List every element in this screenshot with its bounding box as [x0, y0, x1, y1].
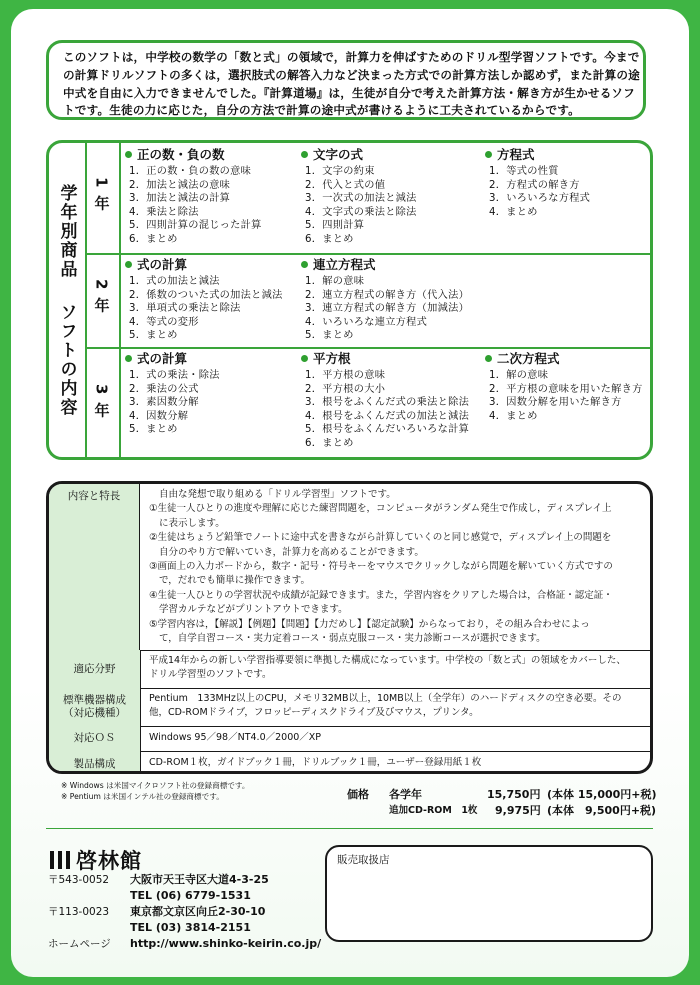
- feature-label-text: 内容と特長: [67, 490, 121, 502]
- unit-item: 2．乗法の公式: [129, 383, 199, 395]
- grade-label: 2年: [92, 279, 111, 321]
- unit-item: 4．まとめ: [489, 206, 538, 218]
- price-value: 9,975円: [495, 804, 541, 817]
- bullet-icon: [125, 151, 132, 158]
- dealer-box: [325, 845, 653, 942]
- side-label-top: 学年別商品: [56, 183, 77, 279]
- feature-line: ②生徒はちょうど鉛筆でノートに途中式を書きながら計算していくのと同じ感覚で，ディスプレイ上の問題を: [149, 532, 612, 544]
- feature-body: [149, 756, 642, 770]
- unit-item: 2．係数のついた式の加法と減法: [129, 289, 283, 301]
- unit-item: 5．四則計算の混じった計算: [129, 220, 262, 232]
- unit-item: 2．方程式の解き方: [489, 179, 580, 191]
- feature-label-text: 適応分野: [73, 662, 116, 675]
- feature-line: ①生徒一人ひとりの進度や理解に応じた練習問題を，コンピュータがランダム発生で作成し，ディスプレイ上: [149, 503, 612, 515]
- bullet-icon: [301, 151, 308, 158]
- feature-label-text: 製品構成: [73, 757, 116, 770]
- unit-item: 1．平方根の意味: [305, 370, 386, 381]
- feature-label: [49, 726, 141, 751]
- bullet-icon: [301, 261, 308, 268]
- address-value: TEL (06) 6779-1531: [130, 889, 251, 902]
- price-block: [347, 786, 657, 818]
- note-line: ※ Pentium は米国インテル社の登録商標です。: [61, 792, 224, 801]
- feature-line: CD-ROM１枚，ガイドブック１冊，ドリルブック１冊，ユーザー登録用紙１枚: [149, 757, 482, 768]
- contents-side-label: [49, 143, 87, 457]
- unit: [125, 351, 220, 437]
- unit-item: 5．まとめ: [129, 424, 178, 436]
- homepage-link[interactable]: http://www.shinko-keirin.co.jp/: [130, 937, 322, 950]
- dealer-label: 販売取扱店: [337, 854, 390, 866]
- feature-label: [49, 751, 141, 774]
- unit-item: 5．まとめ: [305, 330, 354, 342]
- price-detail: (本体 15,000円+税): [547, 788, 657, 801]
- grade-row-2: [85, 253, 650, 349]
- publisher-name: 啓林館: [76, 849, 142, 873]
- publisher-block: [48, 845, 322, 950]
- bullet-icon: [485, 355, 492, 362]
- unit: [301, 147, 417, 247]
- unit-item: 3．連立方程式の解き方（加減法）: [305, 303, 470, 315]
- feature-label: [49, 688, 141, 726]
- unit-title: 式の計算: [137, 351, 188, 366]
- grade-label: 1年: [92, 177, 111, 219]
- unit-item: 6．まとめ: [305, 437, 354, 449]
- unit-item: 5．根号をふくんだいろいろな計算: [305, 424, 470, 436]
- intro-line: の計算ドリルソフトの多くは，選択肢式の解答入力など決まった方式での計算方法しか認めず，また計算の途: [63, 67, 640, 82]
- grade-row-1: [85, 143, 650, 255]
- unit-title: 連立方程式: [313, 257, 376, 272]
- feature-line: 自由な発想で取り組める「ドリル学習型」ソフトです。: [159, 489, 396, 500]
- unit: [485, 351, 643, 423]
- unit-item: 1．等式の性質: [489, 166, 559, 177]
- unit-item: 3．因数分解を用いた解き方: [489, 397, 622, 409]
- feature-line: て，自学自習コース・実力定着コース・弱点克服コース・実力診断コースが選択できます。: [159, 633, 546, 645]
- unit-item: 2．連立方程式の解き方（代入法）: [305, 289, 470, 301]
- address-value: TEL (03) 3814-2151: [130, 921, 251, 934]
- unit-item: 2．平方根の意味を用いた解き方: [489, 383, 643, 395]
- price-detail: (本体 9,500円+税): [547, 804, 657, 817]
- feature-line: 他，CD-ROMドライブ，フロッピーディスクドライブ及びマウス，プリンタ。: [149, 707, 479, 719]
- bullet-icon: [125, 261, 132, 268]
- feature-line: で，だれでも簡単に操作できます。: [159, 575, 311, 587]
- address-key: ホームページ: [48, 938, 111, 950]
- feature-label: [49, 650, 141, 688]
- feature-row: [49, 484, 650, 651]
- feature-line: Windows 95／98／NT4.0／2000／XP: [149, 732, 322, 743]
- unit-item: 4．まとめ: [489, 410, 538, 422]
- price-label: 価格: [347, 788, 369, 801]
- feature-row: [49, 751, 650, 774]
- feature-body: [149, 654, 642, 683]
- unit-item: 1．式の乗法・除法: [129, 370, 220, 381]
- trademark-notes: [61, 780, 249, 802]
- feature-row: [49, 726, 650, 752]
- unit-item: 1．文字の約束: [305, 166, 375, 177]
- unit-item: 2．代入と式の値: [305, 179, 386, 191]
- unit-item: 6．まとめ: [129, 233, 178, 245]
- feature-line: 自分のやり方で解いていき，計算力を高めることができます。: [159, 546, 424, 558]
- features-table: [46, 481, 653, 774]
- address-value: 大阪市天王寺区大道4-3-25: [130, 873, 269, 886]
- unit-item: 4．文字式の乗法と除法: [305, 206, 417, 218]
- unit-item: 2．平方根の大小: [305, 383, 386, 395]
- unit: [125, 257, 283, 343]
- unit-item: 3．素因数分解: [129, 397, 199, 409]
- unit-item: 1．解の意味: [489, 370, 549, 381]
- unit-item: 3．根号をふくんだ式の乗法と除法: [305, 397, 470, 409]
- unit-item: 4．等式の変形: [129, 316, 199, 328]
- feature-row: [49, 688, 650, 727]
- unit: [485, 147, 590, 219]
- bullet-icon: [301, 355, 308, 362]
- feature-line: ドリル学習型のソフトです。: [149, 669, 272, 681]
- unit-item: 3．加法と減法の計算: [129, 193, 231, 205]
- feature-line: ③画面上の入力ボードから，数字・記号・符号キーをマウスでクリックしながら問題を解いていく方式ですの: [149, 561, 613, 573]
- price-item: 各学年: [389, 788, 422, 801]
- price-value: 15,750円: [487, 788, 541, 801]
- unit-item: 1．式の加法と減法: [129, 276, 220, 287]
- unit: [301, 351, 469, 451]
- feature-label: [49, 484, 140, 650]
- unit-item: 4．因数分解: [129, 410, 189, 422]
- feature-line: ⑤学習内容は，【解説】【例題】【問題】【力だめし】【認定試験】からなっており，その組み合わせによっ: [149, 618, 590, 630]
- feature-body: [149, 488, 642, 646]
- unit-title: 方程式: [497, 147, 535, 162]
- intro-box: [46, 40, 646, 120]
- feature-line: Pentium 133MHz以上のCPU，メモリ32MB以上，10MB以上（全学年）のハードディスクの空き必要。その: [149, 693, 622, 704]
- feature-label-text: 標準機器構成: [63, 694, 126, 706]
- note-line: ※ Windows は米国マイクロソフト社の登録商標です。: [61, 781, 250, 790]
- unit-title: 二次方程式: [497, 351, 560, 366]
- address-key: 〒113-0023: [48, 906, 110, 918]
- address-value: 東京都文京区向丘2-30-10: [130, 905, 266, 918]
- unit-item: 4．根号をふくんだ式の加法と減法: [305, 410, 470, 422]
- unit-item: 6．まとめ: [305, 233, 354, 245]
- unit-item: 4．いろいろな連立方程式: [305, 316, 428, 328]
- unit-title: 式の計算: [137, 257, 188, 272]
- feature-line: ④生徒一人ひとりの学習状況や成績が記録できます。また，学習内容をクリアした場合は，合格証・認定証・: [149, 589, 613, 601]
- grade-row-3: [85, 347, 650, 460]
- feature-line: 平成14年からの新しい学習指導要領に準拠した構成になっています。中学校の「数と式」の領域をカバーした、: [149, 655, 626, 666]
- feature-label-text: 対応ＯＳ: [73, 732, 116, 744]
- unit-item: 4．乗法と除法: [129, 206, 199, 218]
- unit-item: 3．一次式の加法と減法: [305, 193, 417, 205]
- unit-title: 平方根: [313, 351, 351, 366]
- intro-line: 中式を自由に入力できませんでした。『計算道場』は，生徒が自分で考えた計算方法・解き方が生かせるソフ: [63, 85, 635, 100]
- unit-item: 1．解の意味: [305, 276, 365, 287]
- unit-item: 1．正の数・負の数の意味: [129, 166, 252, 177]
- feature-line: 学習カルテなどがプリントアウトできます。: [159, 604, 348, 616]
- price-item: 追加CD-ROM 1枚: [389, 805, 478, 816]
- publisher-address: [48, 872, 338, 952]
- unit-item: 5．まとめ: [129, 330, 178, 342]
- unit-item: 3．いろいろな方程式: [489, 193, 591, 205]
- unit: [301, 257, 469, 343]
- unit-item: 2．加法と減法の意味: [129, 179, 231, 191]
- divider: [46, 828, 653, 829]
- grade-cell: [85, 347, 121, 460]
- bullet-icon: [485, 151, 492, 158]
- side-label-bottom: ソフトの内容: [56, 302, 77, 417]
- feature-body: [149, 692, 642, 721]
- feature-line: に表示します。: [159, 517, 225, 529]
- logo-icon: [48, 849, 72, 871]
- unit: [125, 147, 262, 247]
- grade-cell: [85, 143, 121, 253]
- contents-table: [46, 140, 653, 460]
- intro-line: トです。生徒の力に応じた，自分の方法で計算の途中式が書けるように工夫されているからです。: [63, 103, 580, 118]
- publisher-logo: [48, 845, 142, 875]
- feature-row: [49, 650, 650, 689]
- address-key: 〒543-0052: [48, 874, 110, 886]
- unit-title: 正の数・負の数: [137, 147, 225, 162]
- unit-title: 文字の式: [313, 147, 364, 162]
- bullet-icon: [125, 355, 132, 362]
- feature-body: [149, 731, 642, 745]
- unit-item: 3．単項式の乗法と除法: [129, 303, 241, 315]
- unit-item: 5．四則計算: [305, 220, 365, 232]
- feature-label-text: （対応機種）: [63, 707, 126, 719]
- intro-line: このソフトは，中学校の数学の「数と式」の領域で，計算力を伸ばすためのドリル型学習ソフトです。今まで: [63, 50, 640, 64]
- grade-label: 3年: [92, 384, 111, 426]
- grade-cell: [85, 253, 121, 347]
